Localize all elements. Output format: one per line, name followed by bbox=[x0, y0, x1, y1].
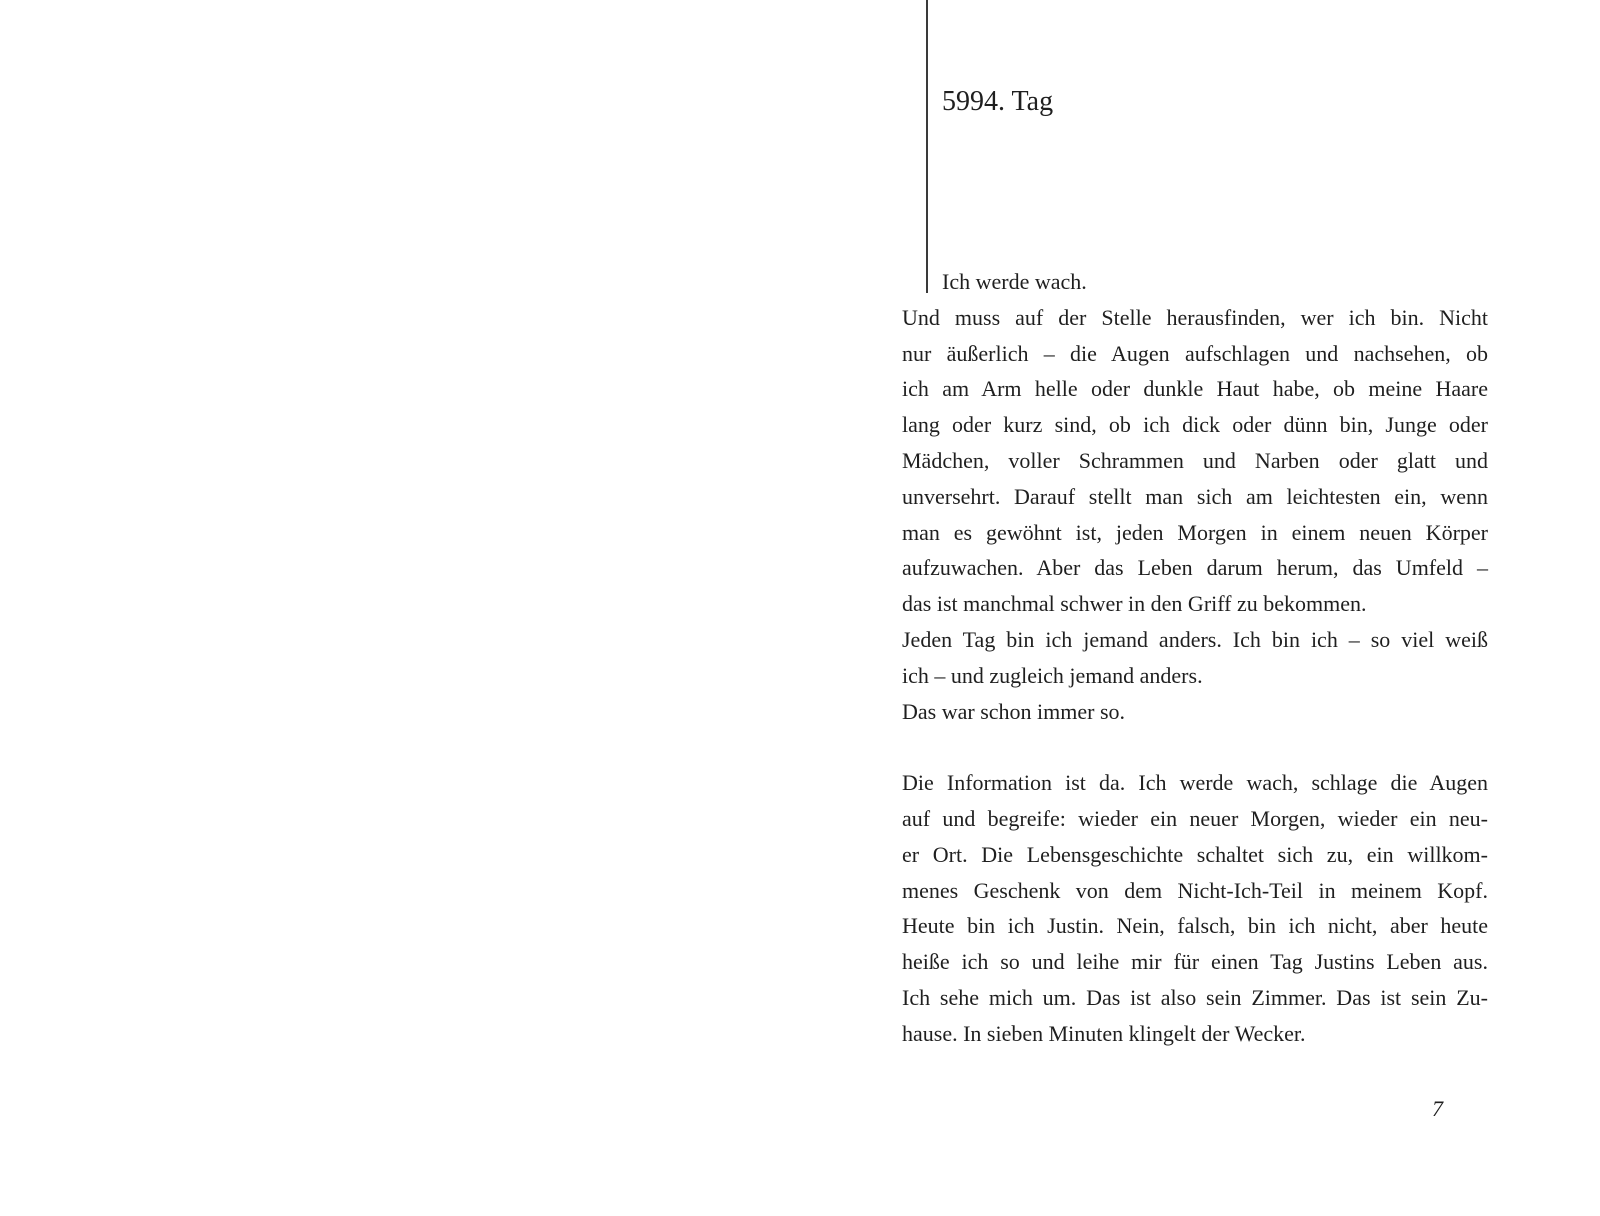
chapter-body-text bbox=[902, 264, 1488, 1052]
paragraph-gap bbox=[902, 729, 1488, 765]
text-line: unversehrt. Darauf stellt man sich am leichtesten ein, wenn bbox=[902, 483, 1488, 509]
text-line: hause. In sieben Minuten klingelt der Wecker. bbox=[902, 1020, 1306, 1046]
text-line: heiße ich so und leihe mir für einen Tag Justins Leben aus. bbox=[902, 949, 1488, 975]
page-number: 7 bbox=[1432, 1096, 1443, 1121]
text-line: Ich sehe mich um. Das ist also sein Zimmer. Das ist sein Zu- bbox=[902, 984, 1488, 1010]
text-line: Das war schon immer so. bbox=[902, 698, 1126, 724]
text-line: Die Information ist da. Ich werde wach, schlage die Augen bbox=[902, 770, 1488, 796]
text-line: man es gewöhnt ist, jeden Morgen in einem neuen Körper bbox=[902, 519, 1488, 545]
text-line: ich – und zugleich jemand anders. bbox=[902, 662, 1203, 688]
text-line: auf und begreife: wieder ein neuer Morgen, wieder ein neu- bbox=[902, 805, 1488, 831]
text-line: nur äußerlich – die Augen aufschlagen und nachsehen, ob bbox=[902, 340, 1488, 366]
text-line: aufzuwachen. Aber das Leben darum herum, das Umfeld – bbox=[902, 555, 1488, 581]
text-line: menes Geschenk von dem Nicht-Ich-Teil in meinem Kopf. bbox=[902, 877, 1488, 903]
text-line: Ich werde wach. bbox=[942, 269, 1087, 294]
chapter-title: 5994. Tag bbox=[942, 86, 1054, 117]
text-line: lang oder kurz sind, ob ich dick oder dünn bin, Junge oder bbox=[902, 412, 1488, 438]
text-line: Heute bin ich Justin. Nein, falsch, bin ich nicht, aber heute bbox=[902, 913, 1488, 939]
text-line: Mädchen, voller Schrammen und Narben oder glatt und bbox=[902, 447, 1488, 473]
chapter-vertical-rule bbox=[926, 0, 928, 293]
text-line: Und muss auf der Stelle herausfinden, wer ich bin. Nicht bbox=[902, 304, 1488, 330]
text-line: das ist manchmal schwer in den Griff zu bekommen. bbox=[902, 591, 1367, 617]
text-line: er Ort. Die Lebensgeschichte schaltet sich zu, ein willkom- bbox=[902, 841, 1488, 867]
text-line: ich am Arm helle oder dunkle Haut habe, ob meine Haare bbox=[902, 376, 1488, 402]
text-line: Jeden Tag bin ich jemand anders. Ich bin ich – so viel weiß bbox=[902, 626, 1488, 652]
